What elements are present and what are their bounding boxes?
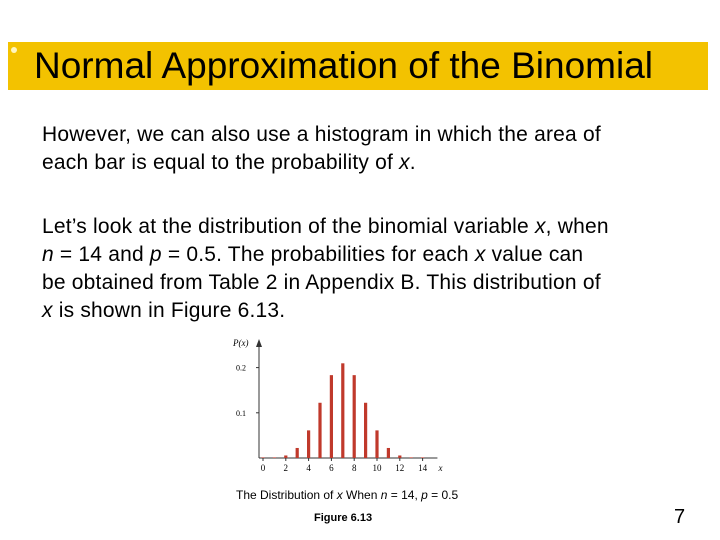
x-tick-label: 6 [329,463,334,473]
para1-line1: However, we can also use a histogram in which the area of [42,123,601,146]
paragraph-distribution [42,213,692,325]
caption-mid2: = 14, [387,488,422,502]
para2-l1-pre: Let’s look at the distribution of the binomial variable [42,215,535,238]
x-tick-label: 2 [283,463,289,473]
para2-l4-var: x [42,299,53,322]
x-tick-label: 8 [351,463,357,473]
histogram-bar [375,430,378,458]
histogram-bar [318,403,321,458]
histogram-bar [364,403,367,458]
caption-p: p [421,488,428,502]
figure-caption [236,488,458,502]
caption-x: x [336,488,343,502]
y-tick-label: 0.1 [236,408,246,418]
x-tick-label: 4 [306,463,311,473]
para2-l4-post: is shown in Figure 6.13. [52,299,286,322]
y-axis-label: P(x) [233,338,249,348]
binomial-histogram [225,333,465,478]
para2-l2-mid: = 14 and [53,243,150,266]
histogram-bar [284,455,287,458]
histogram-bar [307,430,310,458]
para2-l1-var: x [534,215,546,238]
caption-n: n [380,488,388,502]
para1-line2-pre: each bar is equal to the probability of [42,151,400,174]
para1-line2-post: . [409,151,416,174]
histogram-bar [387,448,390,458]
histogram-bar [398,455,401,458]
histogram-bar [353,375,356,458]
caption-pre: The Distribution of [236,488,337,502]
caption-post: = 0.5 [427,488,459,502]
histogram-bar [410,457,413,458]
para2-n: n [42,243,54,266]
paragraph-histogram [42,121,692,177]
caption-mid: When [342,488,381,502]
para2-l3: be obtained from Table 2 in Appendix B. This distribution of [42,271,601,294]
figure-label: Figure 6.13 [314,512,373,524]
para2-p: p [149,243,162,266]
histogram-bar [421,457,424,458]
para1-var-x: x [399,151,410,174]
x-tick-label: 12 [395,463,405,473]
x-tick-label: 10 [372,463,382,473]
histogram-bar [296,448,299,458]
histogram-bar [341,363,344,458]
histogram-bar [273,457,276,458]
para2-x: x [474,243,486,266]
y-tick-label: 0.2 [236,363,246,373]
slide-title: Normal Approximation of the Binomial [34,45,654,86]
page-number: 7 [674,506,686,528]
x-tick-label: 14 [418,463,428,473]
bullet-dot-icon [11,47,17,53]
y-axis-arrow-icon [256,339,262,347]
histogram-bar [261,457,264,458]
x-tick-label: 0 [260,463,266,473]
histogram-bar [330,375,333,458]
para2-l2-post: value can [485,243,584,266]
x-axis-label: x [438,463,443,473]
para2-l1-post: , when [545,215,609,238]
para2-l2-mid2: = 0.5. The probabilities for each [161,243,475,266]
